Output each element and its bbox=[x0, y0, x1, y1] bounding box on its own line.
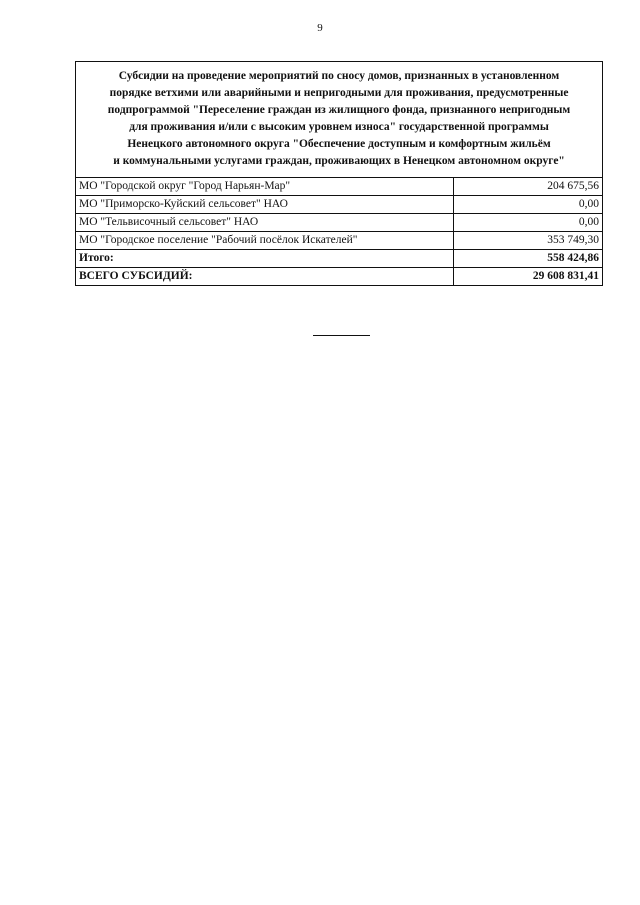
grand-total-label: ВСЕГО СУБСИДИЙ: bbox=[76, 268, 454, 286]
subsidy-table bbox=[75, 61, 603, 286]
table-heading-line: для проживания и/или с высоким уровнем износа" государственной программы bbox=[129, 121, 549, 133]
table-heading-line: и коммунальными услугами граждан, проживающих в Ненецком автономном округе" bbox=[113, 155, 565, 167]
municipality-name: МО "Тельвисочный сельсовет" НАО bbox=[76, 214, 454, 232]
table-row bbox=[76, 178, 603, 196]
end-of-document-rule bbox=[313, 335, 370, 336]
table-heading bbox=[76, 62, 603, 178]
grand-total-amount: 29 608 831,41 bbox=[454, 268, 603, 286]
subsidy-amount: 0,00 bbox=[454, 214, 603, 232]
table-row bbox=[76, 196, 603, 214]
table-row bbox=[76, 214, 603, 232]
table-heading-line: подпрограммой "Переселение граждан из жилищного фонда, признанного непригодным bbox=[107, 104, 571, 116]
page-number: 9 bbox=[317, 22, 323, 34]
subsidy-amount: 204 675,56 bbox=[454, 178, 603, 196]
grand-total-row bbox=[76, 268, 603, 286]
table-heading-row bbox=[76, 62, 603, 178]
municipality-name: МО "Приморско-Куйский сельсовет" НАО bbox=[76, 196, 454, 214]
table-heading-line: Субсидии на проведение мероприятий по сносу домов, признанных в установленном bbox=[118, 70, 560, 82]
subsidy-amount: 353 749,30 bbox=[454, 232, 603, 250]
table-heading-line: порядке ветхими или аварийными и непригодными для проживания, предусмотренные bbox=[109, 87, 569, 99]
total-label: Итого: bbox=[76, 250, 454, 268]
subsidy-amount: 0,00 bbox=[454, 196, 603, 214]
total-amount: 558 424,86 bbox=[454, 250, 603, 268]
municipality-name: МО "Городской округ "Город Нарьян-Мар" bbox=[76, 178, 454, 196]
total-row bbox=[76, 250, 603, 268]
table-row bbox=[76, 232, 603, 250]
municipality-name: МО "Городское поселение "Рабочий посёлок Искателей" bbox=[76, 232, 454, 250]
table-heading-line: Ненецкого автономного округа "Обеспечение доступным и комфортным жильём bbox=[127, 138, 551, 150]
